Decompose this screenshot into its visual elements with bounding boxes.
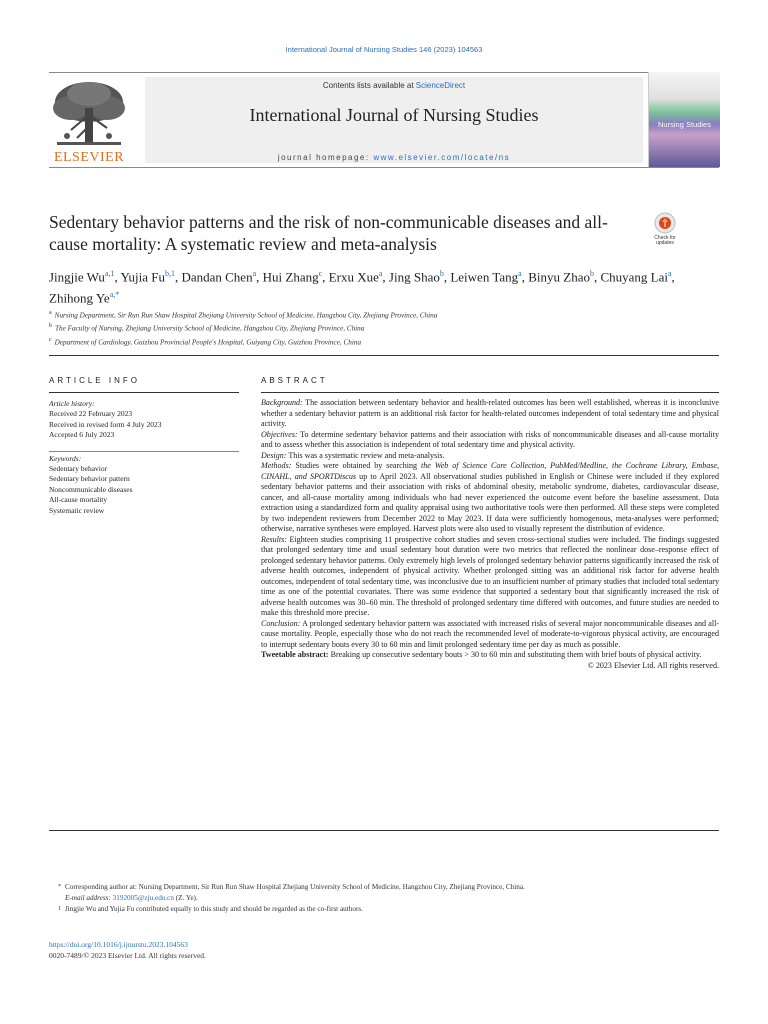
author-affiliation-mark[interactable]: a — [252, 269, 257, 278]
check-for-updates-badge[interactable] — [645, 211, 685, 247]
abstract-conclusion: Conclusion: A prolonged sedentary behavior pattern was associated with increased risks of several major noncommunicable diseases and all-cause mortality. People, especially those who do not reach the recommended level of moderate-to-vigorous physical activity, are encouraged to interrupt sedentary bouts every 30 to 60 min and limit prolonged sedentary time per day as much as possible. — [261, 618, 719, 649]
author-name[interactable]: Leiwen Tang — [450, 269, 519, 285]
author-name[interactable]: Erxu Xue — [328, 269, 379, 285]
check-updates-label: Check for updates — [654, 235, 676, 246]
keyword-item[interactable]: Sedentary behavior — [49, 464, 108, 474]
author-affiliation-mark[interactable]: a,1 — [104, 269, 115, 278]
banner-center-panel — [145, 77, 643, 163]
article-info-rule — [49, 392, 239, 393]
abstract-design: Design: This was a systematic review and meta-analysis. — [261, 450, 445, 460]
abstract-tweetable: Tweetable abstract: Breaking up consecutive sedentary bouts > 30 to 60 min and substituting them with brief bouts of physical activity. — [261, 650, 702, 659]
banner-top-rule — [49, 72, 719, 73]
affiliation-c: $^c$ Department of Cardiology, Guizhou Provincial People's Hospital, Guiyang City, Guizhou Province, China — [49, 336, 362, 347]
author-name[interactable]: Hui Zhang — [262, 269, 319, 285]
affiliation-a: $^a$ Nursing Department, Sir Run Run Shaw Hospital Zhejiang University School of Medicine, Hangzhou City, Zhejiang Province, China — [49, 310, 438, 320]
affiliation-b: $^b$ The Faculty of Nursing, Zhejiang University School of Medicine, Hangzhou City, Zhejiang Province, China — [49, 323, 365, 333]
banner-bottom-rule — [49, 167, 719, 168]
author-name[interactable]: Chuyang Lai — [600, 269, 668, 285]
keywords-divider — [49, 451, 239, 452]
abstract-rule — [261, 392, 719, 393]
author-list: Jingjie Wu$^{a,1}$, Yujia Fu$^{b,1}$, Dandan Chen$^a$, Hui Zhang$^c$, Erxu Xue$^a$, Jing Shao$^b$, Leiwen Tang$^a$, Binyu Zhao$^b$, Chuyang Lai$^a$, Zhihong $Ye^{a,*}$ — [49, 269, 675, 306]
history-revised: Received in revised form 4 July 2023 — [49, 419, 162, 429]
author-affiliation-mark[interactable]: c — [318, 269, 323, 278]
author-name[interactable]: Yujia Fu — [120, 269, 165, 285]
article-history-label: Article history: — [49, 399, 95, 408]
keyword-item[interactable]: Systematic review — [49, 505, 105, 515]
check-updates-icon — [645, 211, 685, 237]
author-affiliation-mark[interactable]: b,1 — [164, 269, 175, 278]
journal-cover-thumbnail[interactable] — [648, 72, 720, 167]
author-affiliation-mark[interactable]: a — [378, 269, 383, 278]
journal-homepage-link[interactable]: www.elsevier.com/locate/ns — [373, 153, 511, 162]
elsevier-wordmark: ELSEVIER — [53, 150, 125, 165]
affiliation-list — [49, 308, 719, 348]
footnote-equal-contribution: 1 Jingjie Wu and Yujia Fu contributed equally to this study and should be regarded as the co-first authors. — [58, 905, 363, 914]
keyword-item[interactable]: Sedentary behavior pattern — [49, 474, 130, 484]
author-name[interactable]: Binyu Zhao — [528, 269, 590, 285]
abstract-heading: ABSTRACT — [261, 376, 328, 385]
journal-citation-link[interactable]: International Journal of Nursing Studies 146 (2023) 104563 — [285, 45, 483, 54]
doi-link[interactable]: https://doi.org/10.1016/j.ijnurstu.2023.104563 — [49, 940, 188, 949]
author-affiliation-mark[interactable]: b — [439, 269, 444, 278]
email-link[interactable]: 3192005@zju.edu.cn — [112, 894, 174, 903]
author-affiliation-mark[interactable]: a — [518, 269, 522, 278]
issn-copyright: 0020-7489/© 2023 Elsevier Ltd. All rights reserved. — [49, 951, 206, 961]
author-affiliation-mark[interactable]: b — [589, 269, 594, 278]
author-name[interactable]: Jingjie Wu — [49, 269, 105, 285]
abstract-body — [261, 398, 719, 671]
cover-journal-label: Nursing Studies — [658, 120, 711, 129]
author-affiliation-mark[interactable]: a,* — [109, 290, 120, 300]
footnotes — [58, 882, 718, 916]
history-received: Received 22 February 2023 — [49, 409, 133, 419]
journal-banner — [49, 72, 719, 168]
abstract-results: Results: Eighteen studies comprising 11 prospective cohort studies and seven cross-sectional studies were included. The findings suggested that prolonged sedentary time and usual sedentary bout duration were two metrics that reflected the nonlinear dose–response effect of prolonged sedentary behavior patterns. Only extremely high levels of prolonged sedentary behavior patterns significantly increased the risk of adverse health outcomes, independent of physical activity. Whether prolonged sitting was an additional risk factor for adverse health outcomes, independent of total sedentary time, was inconclusive due to an insufficient number of primary studies that included total sedentary time as one of the potential covariates. There was some evidence that supported a sedentary bout that significantly increased the risk of adverse health outcomes was 30–60 min. The threshold of prolonged sedentary time differed with outcomes, and future studies are needed to make this threshold more precise. — [261, 534, 719, 617]
abstract-methods: Methods: Studies were obtained by searching the Web of Science Core Collection, PubMed/Medline, the Cochrane Library, Embase, CINAHL, and SPORTDiscus up to April 2023. All observational studies published in English or Chinese were included if they explored sedentary behavior patterns and their association with risks of abdominal obesity, metabolic syndrome, diabetes, cardiovascular disease, cancer, and all-cause mortality among individuals who had never experienced the outcome event before the baseline assessment. Data extraction using a standardized form and quality appraisal using two authoritative tools were then performed. All these steps were completed by two independent reviewers from December 2022 to May 2023. If data were sufficiently homogenous, meta-analyses were performed; otherwise, narrative syntheses were employed. Harvest plots were also used to visually represent the distribution of evidence. — [261, 461, 720, 533]
article-info-panel — [49, 399, 244, 516]
keyword-item[interactable]: All-cause mortality — [49, 495, 108, 505]
body-divider — [49, 830, 719, 831]
abstract-background: Background: The association between sedentary behavior and health-related outcomes has been well established, whereas it is inconclusive whether a sedentary behavior pattern is an additional risk factor for health-related outcomes independent of total sedentary time and physical activity. — [261, 398, 719, 428]
contents-available-line: Contents lists available at ScienceDirect — [322, 81, 466, 90]
footnote-corresponding: * Corresponding author at: Nursing Department, Sir Run Run Shaw Hospital Zhejiang University School of Medicine, Hangzhou City, Zhejiang Province, China. — [58, 883, 525, 891]
article-title: Sedentary behavior patterns and the risk of non-communicable diseases and all-cause mortality: A systematic review and meta-analysis — [49, 212, 608, 254]
keyword-item[interactable]: Noncommunicable diseases — [49, 484, 133, 494]
doi-block — [49, 939, 206, 962]
sciencedirect-link[interactable]: ScienceDirect — [415, 81, 466, 90]
author-affiliation-mark[interactable]: a — [667, 269, 672, 278]
keywords-label: Keywords: — [49, 453, 82, 463]
author-name[interactable]: Zhihong Ye — [49, 290, 110, 306]
footnote-email: E-mail address: 3192005@zju.edu.cn (Z. Ye). — [65, 894, 198, 903]
header-divider — [49, 355, 719, 356]
author-name[interactable]: Dandan Chen — [181, 269, 253, 285]
journal-homepage-line: journal homepage: www.elsevier.com/locate/ns — [277, 153, 511, 162]
abstract-copyright: © 2023 Elsevier Ltd. All rights reserved. — [587, 660, 719, 670]
abstract-objectives: Objectives: To determine sedentary behavior patterns and their association with risks of noncommunicable diseases and all-cause mortality and to assess whether this association is independent of total sedentary time and physical activity. — [261, 429, 719, 449]
author-name[interactable]: Jing Shao — [388, 269, 440, 285]
history-accepted: Accepted 6 July 2023 — [49, 430, 115, 440]
journal-title: International Journal of Nursing Studies — [249, 105, 539, 125]
article-info-heading: ARTICLE INFO — [49, 376, 140, 385]
